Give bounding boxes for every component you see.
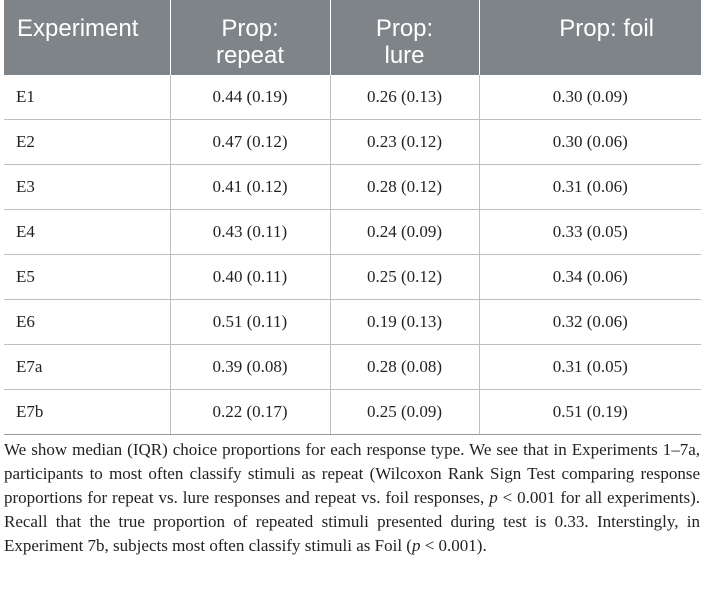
header-row <box>4 0 701 75</box>
cell-prop-foil: 0.51 (0.19) <box>479 390 701 435</box>
cell-prop-repeat: 0.44 (0.19) <box>170 75 330 120</box>
cell-prop-lure: 0.25 (0.12) <box>330 255 479 300</box>
cell-prop-lure: 0.26 (0.13) <box>330 75 479 120</box>
cell-experiment: E4 <box>4 210 170 255</box>
header-prop-repeat-line-2: repeat <box>215 42 285 69</box>
cell-prop-repeat: 0.41 (0.12) <box>170 165 330 210</box>
cell-prop-lure: 0.25 (0.09) <box>330 390 479 435</box>
caption-text-3: < 0.001). <box>420 536 487 555</box>
caption-text-1: We show median (IQR) choice proportions for each response type. We see that in Experiments 1–7a, participants to most often classify stimuli as repeat (Wilcoxon Rank Sign Test comparing response proportions for repeat vs. lure responses and repeat vs. foil responses, <box>4 440 700 507</box>
table-caption <box>4 438 700 558</box>
cell-experiment: E1 <box>4 75 170 120</box>
cell-prop-lure: 0.28 (0.08) <box>330 345 479 390</box>
table-row <box>4 165 701 210</box>
header-prop-repeat-line-1: Prop: <box>221 15 279 42</box>
cell-prop-repeat: 0.22 (0.17) <box>170 390 330 435</box>
cell-prop-foil: 0.30 (0.06) <box>479 120 701 165</box>
cell-prop-repeat: 0.40 (0.11) <box>170 255 330 300</box>
cell-prop-lure: 0.28 (0.12) <box>330 165 479 210</box>
cell-experiment: E2 <box>4 120 170 165</box>
caption-p-symbol: p <box>489 488 498 507</box>
cell-experiment: E3 <box>4 165 170 210</box>
table-row <box>4 300 701 345</box>
header-prop-foil <box>479 0 701 75</box>
header-prop-foil-line-1: Prop: foil <box>559 15 654 42</box>
cell-prop-foil: 0.34 (0.06) <box>479 255 701 300</box>
cell-experiment: E6 <box>4 300 170 345</box>
header-experiment <box>4 0 170 75</box>
cell-prop-repeat: 0.51 (0.11) <box>170 300 330 345</box>
table-row <box>4 255 701 300</box>
cell-prop-repeat: 0.39 (0.08) <box>170 345 330 390</box>
table-row <box>4 120 701 165</box>
header-prop-lure-line-1: Prop: <box>375 15 434 42</box>
cell-prop-foil: 0.31 (0.06) <box>479 165 701 210</box>
header-prop-lure-line-2: lure <box>384 42 425 69</box>
cell-prop-foil: 0.31 (0.05) <box>479 345 701 390</box>
table-row <box>4 390 701 435</box>
results-table-container <box>4 0 701 435</box>
cell-prop-repeat: 0.43 (0.11) <box>170 210 330 255</box>
header-prop-lure <box>330 0 479 75</box>
caption-text-2: < 0.001 for all experiments). Recall that the true proportion of repeated stimuli presented during test is 0.33. Interstingly, in Experiment 7b, subjects most often classify stimuli as Foil ( <box>4 488 700 555</box>
header-prop-repeat <box>170 0 330 75</box>
cell-prop-foil: 0.33 (0.05) <box>479 210 701 255</box>
results-table <box>4 0 701 435</box>
header-experiment-line-1: Experiment <box>17 15 139 42</box>
cell-prop-foil: 0.32 (0.06) <box>479 300 701 345</box>
cell-prop-lure: 0.24 (0.09) <box>330 210 479 255</box>
table-row <box>4 210 701 255</box>
table-header <box>4 0 701 75</box>
cell-prop-repeat: 0.47 (0.12) <box>170 120 330 165</box>
cell-prop-foil: 0.30 (0.09) <box>479 75 701 120</box>
caption-p-symbol: p <box>411 536 421 555</box>
table-row <box>4 75 701 120</box>
cell-prop-lure: 0.19 (0.13) <box>330 300 479 345</box>
cell-experiment: E7b <box>4 390 170 435</box>
cell-experiment: E5 <box>4 255 170 300</box>
table-body <box>4 75 701 435</box>
cell-experiment: E7a <box>4 345 170 390</box>
cell-prop-lure: 0.23 (0.12) <box>330 120 479 165</box>
table-row <box>4 345 701 390</box>
